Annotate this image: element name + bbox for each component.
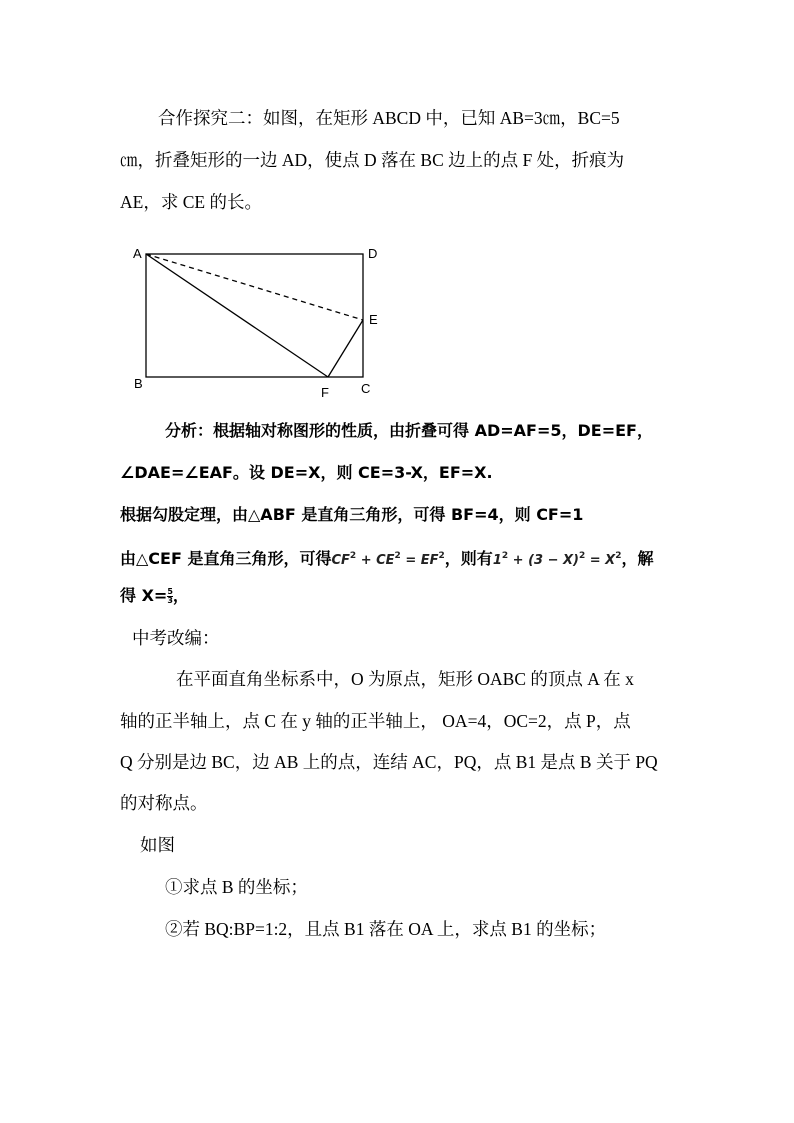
analysis-line-3: 根据勾股定理，由△ABF 是直角三角形，可得 BF=4，则 CF=1 [120,505,584,524]
label-c: C [361,381,371,396]
analysis-line-1: 分析：根据轴对称图形的性质，由折叠可得 AD=AF=5，DE=EF， [165,421,653,440]
label-a: A [133,246,142,261]
segment-af [146,254,328,377]
segment-fe [328,320,363,377]
analysis-line-4 [120,545,653,572]
analysis-line-4-suffix: ，解 [621,549,654,568]
exam-line-3: Q 分别是边 BC，边 AB 上的点，连结 AC，PQ，点 B1 是点 B 关于 PQ [120,752,658,772]
crease-ae [146,254,363,320]
equation-substituted: $1^2 + (3 - X)^2 = X^2$ [492,551,622,568]
question-2: ②若 BQ:BP=1:2，且点 B1 落在 OA 上，求点 B1 的坐标； [165,919,607,939]
analysis-line-2: ∠DAE=∠EAF。设 DE=X，则 CE=3-X，EF=X. [120,463,493,482]
analysis-line-4-mid: ，则有 [444,549,493,568]
analysis-line-5: 得 X= $\frac{5}{3}$ ， [120,586,189,605]
exam-line-1: 在平面直角坐标系中，O 为原点，矩形 OABC 的顶点 A 在 x [176,669,634,689]
problem-line-2: ㎝，折叠矩形的一边 AD，使点 D 落在 BC 边上的点 F 处，折痕为 [120,150,625,170]
exam-line-2: 轴的正半轴上，点 C 在 y 轴的正半轴上， OA=4，OC=2，点 P，点 [120,711,631,731]
question-1: ①求点 B 的坐标； [165,877,308,897]
fraction-five-thirds: $\frac{5}{3}$ [167,587,173,605]
exam-figure-ref: 如图 [140,835,175,855]
label-e: E [369,312,378,327]
exam-heading: 中考改编： [132,628,220,648]
equation-pythagoras: $CF^2 + CE^2 = EF^2$ [331,551,445,568]
exam-line-4: 的对称点。 [120,793,208,813]
label-f: F [321,385,329,400]
label-b: B [134,376,143,391]
analysis-line-4-prefix: 由△CEF 是直角三角形，可得 [120,549,332,568]
label-d: D [368,246,378,261]
problem-line-3: AE，求 CE 的长。 [120,192,262,212]
problem-line-1: 合作探究二：如图，在矩形 ABCD 中，已知 AB=3㎝，BC=5 [158,108,620,128]
rectangle-abcd [146,254,363,377]
